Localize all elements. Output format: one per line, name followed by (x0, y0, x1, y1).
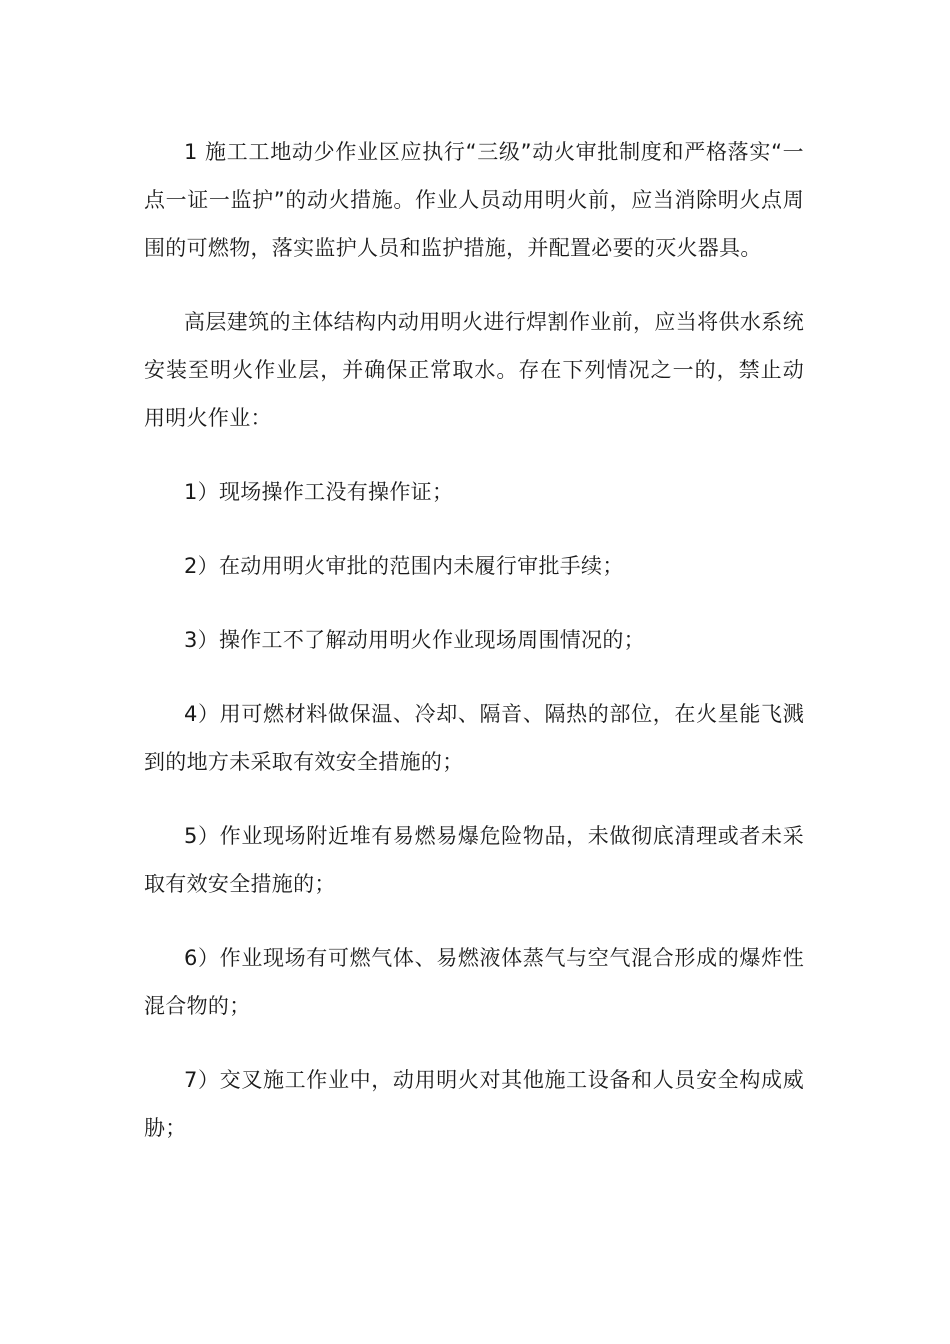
document-body (144, 128, 804, 1152)
list-item-6: 6）作业现场有可燃气体、易燃液体蒸气与空气混合形成的爆炸性混合物的； (144, 946, 804, 1018)
list-item-1: 1）现场操作工没有操作证； (184, 480, 454, 504)
paragraph-fire-approval: 1 施工工地动少作业区应执行“三级”动火审批制度和严格落实“一点一证一监护”的动火措施。作业人员动用明火前，应当消除明火点周围的可燃物，落实监护人员和监护措施，并配置必要的灭火器具。 (144, 140, 804, 260)
paragraph-high-rise-welding: 高层建筑的主体结构内动用明火进行焊割作业前，应当将供水系统安装至明火作业层，并确保正常取水。存在下列情况之一的，禁止动用明火作业： (144, 310, 804, 430)
list-item-7: 7）交叉施工作业中，动用明火对其他施工设备和人员安全构成威胁； (144, 1068, 804, 1140)
list-item-4: 4）用可燃材料做保温、冷却、隔音、隔热的部位，在火星能飞溅到的地方未采取有效安全措施的； (144, 702, 804, 774)
list-item-3: 3）操作工不了解动用明火作业现场周围情况的； (184, 628, 645, 652)
list-item-2: 2）在动用明火审批的范围内未履行审批手续； (184, 554, 624, 578)
list-item-5: 5）作业现场附近堆有易燃易爆危险物品，未做彻底清理或者未采取有效安全措施的； (144, 824, 804, 896)
